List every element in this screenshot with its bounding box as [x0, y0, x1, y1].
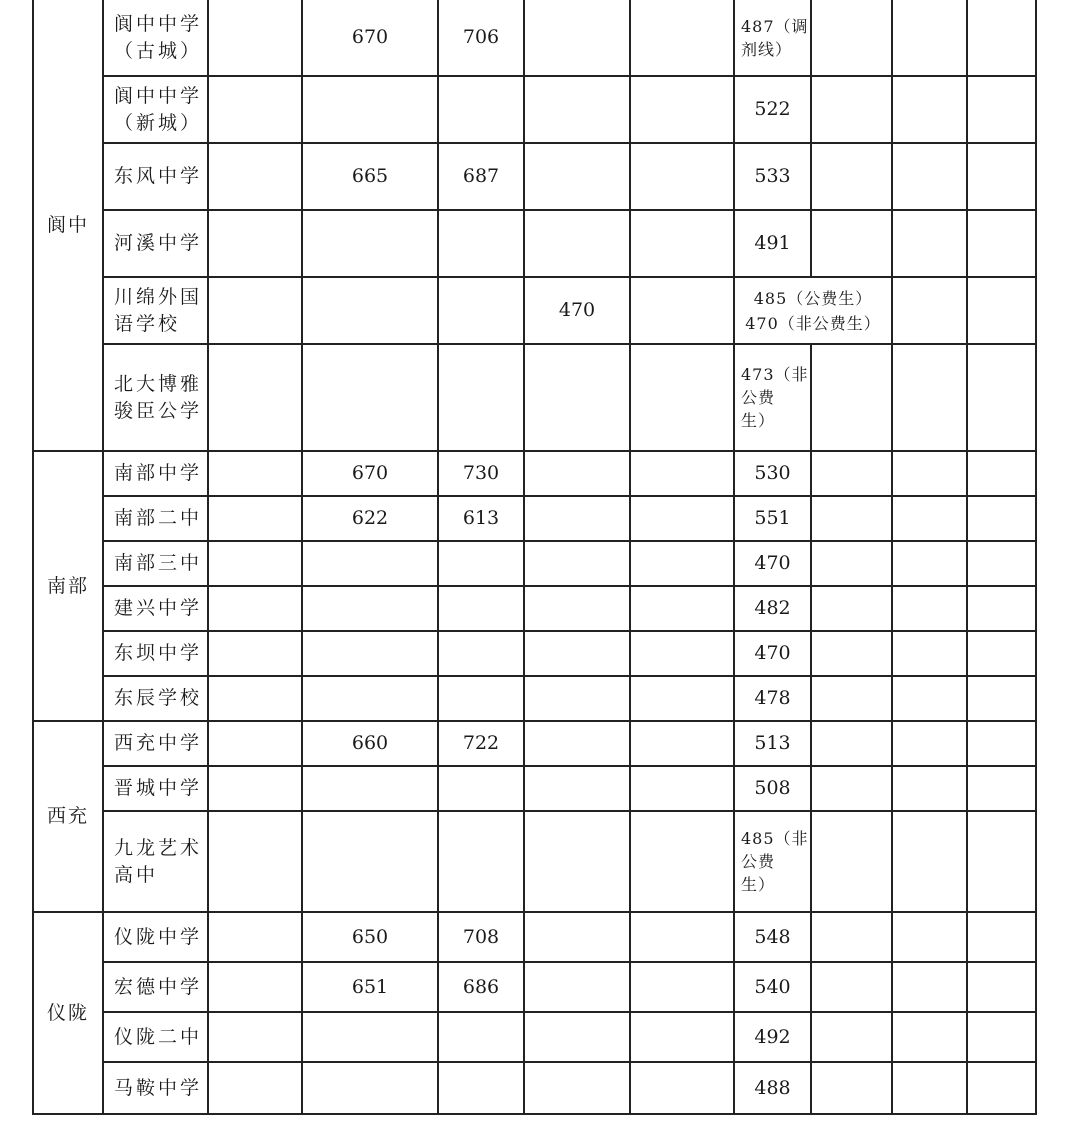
score-cell [524, 0, 630, 76]
empty-cell [892, 210, 967, 277]
table-row [33, 721, 1036, 766]
school-name-cell: 南部二中 [103, 496, 208, 541]
school-name-cell: 东辰学校 [103, 676, 208, 721]
school-name-cell: 仪陇二中 [103, 1012, 208, 1062]
control-line-cell: 513 [734, 721, 811, 766]
score-cell [524, 541, 630, 586]
control-line-cell: 533 [734, 143, 811, 210]
control-line-cell: 487（调 剂线） [734, 0, 811, 76]
score-cell [630, 143, 734, 210]
school-name-cell: 南部三中 [103, 541, 208, 586]
score-cell [630, 496, 734, 541]
empty-cell [811, 586, 892, 631]
score-cell [630, 631, 734, 676]
score-cell [208, 496, 302, 541]
school-name-cell: 北大博雅 骏臣公学 [103, 344, 208, 451]
control-line-cell: 508 [734, 766, 811, 811]
empty-cell [811, 766, 892, 811]
score-cell: 651 [302, 962, 438, 1012]
score-cell [524, 143, 630, 210]
score-cell [524, 76, 630, 143]
score-cell: 706 [438, 0, 524, 76]
score-cell: 660 [302, 721, 438, 766]
score-cell [208, 1012, 302, 1062]
empty-cell [967, 496, 1036, 541]
empty-cell [967, 1012, 1036, 1062]
score-cell [630, 1062, 734, 1114]
score-cell [524, 586, 630, 631]
control-line-cell: 482 [734, 586, 811, 631]
empty-cell [892, 721, 967, 766]
score-cell [302, 1012, 438, 1062]
empty-cell [892, 76, 967, 143]
score-cell [438, 541, 524, 586]
control-line-cell: 470 [734, 631, 811, 676]
score-cell [438, 76, 524, 143]
empty-cell [892, 912, 967, 962]
score-cell [630, 676, 734, 721]
score-cell [302, 631, 438, 676]
empty-cell [967, 277, 1036, 344]
table-row [33, 76, 1036, 143]
empty-cell [811, 912, 892, 962]
score-cell: 686 [438, 962, 524, 1012]
empty-cell [892, 277, 967, 344]
empty-cell [811, 210, 892, 277]
table-row [33, 210, 1036, 277]
score-cell [438, 344, 524, 451]
score-cell [302, 210, 438, 277]
control-line-cell: 485（非 公费 生） [734, 811, 811, 912]
score-cell [630, 962, 734, 1012]
control-line-cell: 530 [734, 451, 811, 496]
score-cell [208, 541, 302, 586]
empty-cell [967, 676, 1036, 721]
table-row [33, 631, 1036, 676]
control-line-cell: 470 [734, 541, 811, 586]
score-cell [438, 1012, 524, 1062]
empty-cell [967, 541, 1036, 586]
score-cell [302, 76, 438, 143]
admission-score-table [32, 0, 1037, 1115]
score-cell [524, 210, 630, 277]
empty-cell [811, 541, 892, 586]
score-cell [630, 277, 734, 344]
score-cell [630, 344, 734, 451]
score-cell [524, 631, 630, 676]
region-cell: 南部 [33, 451, 103, 721]
score-cell: 722 [438, 721, 524, 766]
score-cell [302, 676, 438, 721]
score-cell [524, 811, 630, 912]
empty-cell [967, 631, 1036, 676]
score-cell [208, 631, 302, 676]
table-body [33, 0, 1036, 1114]
school-name-cell: 东坝中学 [103, 631, 208, 676]
table-row [33, 344, 1036, 451]
table-row [33, 1012, 1036, 1062]
score-cell [208, 210, 302, 277]
score-cell: 650 [302, 912, 438, 962]
table-row [33, 0, 1036, 76]
empty-cell [967, 912, 1036, 962]
school-name-cell: 宏德中学 [103, 962, 208, 1012]
table-row [33, 541, 1036, 586]
empty-cell [892, 0, 967, 76]
score-cell [208, 912, 302, 962]
score-cell [630, 1012, 734, 1062]
empty-cell [892, 811, 967, 912]
score-cell [524, 1062, 630, 1114]
empty-cell [811, 76, 892, 143]
score-cell: 665 [302, 143, 438, 210]
control-line-cell: 492 [734, 1012, 811, 1062]
control-line-cell: 540 [734, 962, 811, 1012]
empty-cell [811, 451, 892, 496]
empty-cell [811, 721, 892, 766]
score-cell [208, 721, 302, 766]
table-row [33, 496, 1036, 541]
score-cell [208, 811, 302, 912]
score-cell [208, 344, 302, 451]
empty-cell [892, 344, 967, 451]
score-cell [524, 721, 630, 766]
score-cell [208, 1062, 302, 1114]
empty-cell [892, 143, 967, 210]
empty-cell [811, 631, 892, 676]
score-cell [630, 721, 734, 766]
empty-cell [892, 766, 967, 811]
empty-cell [967, 451, 1036, 496]
empty-cell [967, 1062, 1036, 1114]
table-row [33, 277, 1036, 344]
score-cell [208, 451, 302, 496]
control-line-cell: 473（非 公费 生） [734, 344, 811, 451]
score-cell [208, 277, 302, 344]
empty-cell [811, 143, 892, 210]
score-cell [524, 962, 630, 1012]
school-name-cell: 建兴中学 [103, 586, 208, 631]
score-cell [438, 766, 524, 811]
table-row [33, 811, 1036, 912]
school-name-cell: 南部中学 [103, 451, 208, 496]
school-name-cell: 川绵外国 语学校 [103, 277, 208, 344]
empty-cell [811, 811, 892, 912]
score-cell [438, 210, 524, 277]
score-cell [438, 586, 524, 631]
school-name-cell: 阆中中学 （新城） [103, 76, 208, 143]
score-cell [630, 451, 734, 496]
score-cell [438, 676, 524, 721]
table-row [33, 586, 1036, 631]
school-name-cell: 晋城中学 [103, 766, 208, 811]
score-cell: 470 [524, 277, 630, 344]
empty-cell [811, 676, 892, 721]
score-cell [630, 811, 734, 912]
empty-cell [967, 811, 1036, 912]
score-cell [208, 0, 302, 76]
region-cell: 阆中 [33, 0, 103, 451]
score-cell [208, 76, 302, 143]
empty-cell [967, 766, 1036, 811]
score-cell [438, 811, 524, 912]
score-cell [302, 586, 438, 631]
score-cell [524, 344, 630, 451]
score-cell [630, 210, 734, 277]
empty-cell [892, 676, 967, 721]
school-name-cell: 河溪中学 [103, 210, 208, 277]
empty-cell [892, 962, 967, 1012]
score-cell [438, 631, 524, 676]
score-cell [630, 0, 734, 76]
score-cell [208, 766, 302, 811]
score-cell [208, 962, 302, 1012]
empty-cell [892, 586, 967, 631]
table-row [33, 766, 1036, 811]
empty-cell [892, 541, 967, 586]
empty-cell [892, 496, 967, 541]
control-line-cell: 551 [734, 496, 811, 541]
empty-cell [967, 721, 1036, 766]
table-row [33, 143, 1036, 210]
empty-cell [811, 962, 892, 1012]
score-cell [302, 766, 438, 811]
empty-cell [811, 344, 892, 451]
score-cell [524, 676, 630, 721]
empty-cell [967, 210, 1036, 277]
school-name-cell: 阆中中学 （古城） [103, 0, 208, 76]
score-cell [630, 541, 734, 586]
empty-cell [811, 0, 892, 76]
score-cell [438, 277, 524, 344]
school-name-cell: 仪陇中学 [103, 912, 208, 962]
control-line-cell: 478 [734, 676, 811, 721]
score-cell [524, 451, 630, 496]
empty-cell [967, 962, 1036, 1012]
school-name-cell: 马鞍中学 [103, 1062, 208, 1114]
score-cell [630, 76, 734, 143]
score-cell [302, 541, 438, 586]
score-cell [302, 1062, 438, 1114]
empty-cell [892, 1062, 967, 1114]
note-cell: 485（公费生） 470（非公费生） [734, 277, 892, 344]
school-name-cell: 东风中学 [103, 143, 208, 210]
empty-cell [967, 344, 1036, 451]
empty-cell [967, 586, 1036, 631]
school-name-cell: 九龙艺术 高中 [103, 811, 208, 912]
score-cell: 708 [438, 912, 524, 962]
score-cell [524, 496, 630, 541]
empty-cell [967, 76, 1036, 143]
score-cell [208, 586, 302, 631]
score-cell [630, 586, 734, 631]
score-cell: 687 [438, 143, 524, 210]
score-cell [208, 676, 302, 721]
region-cell: 西充 [33, 721, 103, 912]
score-cell: 622 [302, 496, 438, 541]
empty-cell [811, 496, 892, 541]
score-cell [302, 344, 438, 451]
school-name-cell: 西充中学 [103, 721, 208, 766]
table-row [33, 962, 1036, 1012]
score-cell [208, 143, 302, 210]
table-row [33, 676, 1036, 721]
empty-cell [892, 631, 967, 676]
empty-cell [892, 1012, 967, 1062]
control-line-cell: 548 [734, 912, 811, 962]
score-cell [302, 811, 438, 912]
control-line-cell: 491 [734, 210, 811, 277]
table-row [33, 1062, 1036, 1114]
score-cell [524, 912, 630, 962]
score-cell [630, 766, 734, 811]
score-cell: 730 [438, 451, 524, 496]
control-line-cell: 522 [734, 76, 811, 143]
score-cell: 670 [302, 451, 438, 496]
score-cell [438, 1062, 524, 1114]
table-row [33, 451, 1036, 496]
empty-cell [811, 1062, 892, 1114]
score-cell [630, 912, 734, 962]
score-cell: 613 [438, 496, 524, 541]
region-cell: 仪陇 [33, 912, 103, 1114]
table-row [33, 912, 1036, 962]
empty-cell [967, 0, 1036, 76]
empty-cell [892, 451, 967, 496]
control-line-cell: 488 [734, 1062, 811, 1114]
score-cell [524, 1012, 630, 1062]
empty-cell [967, 143, 1036, 210]
score-cell: 670 [302, 0, 438, 76]
empty-cell [811, 1012, 892, 1062]
score-cell [524, 766, 630, 811]
score-cell [302, 277, 438, 344]
